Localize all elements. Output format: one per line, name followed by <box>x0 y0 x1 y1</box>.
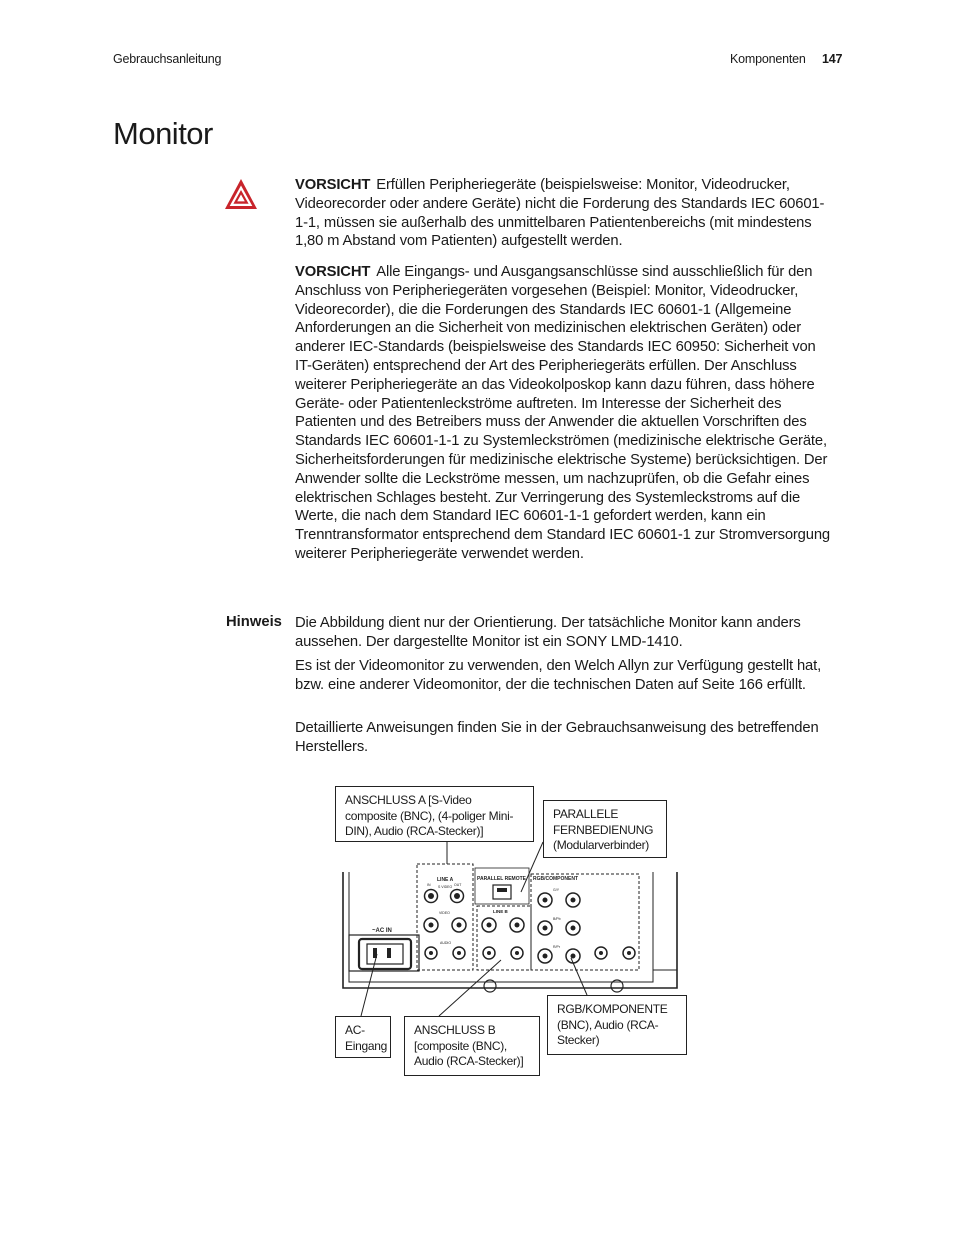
gy-label: G/Y <box>553 888 560 892</box>
caution-text: Alle Eingangs- und Ausgangsanschlüsse sind ausschließlich für den Anschluss von Peripheriegeräten vorgesehen (Beispiel: Monitor, Videodrucker, Videorecorder), die die Forderungen des Standards IEC 60601-1 (Allgemeine Anforderungen an die Sicherheit von medizinischen elektrischen Geräten) oder anderer IEC-Standards (beispielsweise des Standards IEC 60950: Sicherheit von IT-Geräten) entsprechend der Art des Peripheriegeräts erfüllen. Der Anschluss weiterer Peripheriegeräte an das Videokolposkop kann dazu führen, dass höhere Geräte- oder Patientenleckströme auftreten. Im Interesse der Sicherheit des Patienten und des Betreibers muss der Anwender die aktuellen Vorschriften des Standards IEC 60601-1-1 zu Systemleckströmen (medizinische elektrische Geräte, Sicherheitsforderungen für medizinische elektrische Systeme) berücksichtigen. Der Anwender sollte die Leckströme messen, um nachzuprüfen, ob die Gefahr eines elektrischen Schlages besteht. Zur Verringerung des Systemleckstroms auf die Werte, die nach dem Standard IEC 60601-1-1 gefordert werden, kann ein Trenntransformator entsprechend dem Standard IEC 60601-1 zur Stromversorgung weiterer Peripheriegeräte verwendet werden. <box>295 264 830 562</box>
monitor-connector-diagram <box>335 780 690 1080</box>
out-label: OUT <box>454 883 462 887</box>
callout-ac-input: AC-Eingang <box>335 1016 391 1058</box>
caution-text: Erfüllen Peripheriegeräte (beispielsweise: Monitor, Videodrucker, Videorecorder oder andere Geräte) nicht die Forderung des Standards IEC 60601-1-1, müssen sie außerhalb des unmittelbaren Patientenbereichs (mit mindestens 1,80 m Abstand vom Patienten) aufgestellt werden. <box>295 177 825 250</box>
ac-in-label: ~AC IN <box>372 928 392 934</box>
caution-label: VORSICHT <box>295 177 371 193</box>
parallel-remote-label: PARALLEL REMOTE <box>477 876 526 882</box>
note-paragraph-2: Es ist der Videomonitor zu verwenden, den Welch Allyn zur Verfügung gestellt hat, bzw. eine anderer Videomonitor, der die technischen Daten auf Seite 166 erfüllt. <box>295 658 822 693</box>
bpb-label: B/Pb <box>553 917 561 921</box>
callout-parallel-remote: PARALLELE FERNBEDIENUNG (Modularverbinder) <box>543 800 667 858</box>
in-label: IN <box>427 883 431 887</box>
rpr-label: R/Pr <box>553 945 560 949</box>
note-paragraph-1: Die Abbildung dient nur der Orientierung. Der tatsächliche Monitor kann anders aussehen. Der dargestellte Monitor ist ein SONY LMD-1410. <box>295 615 801 650</box>
running-header-left: Gebrauchsanleitung <box>113 52 222 66</box>
callout-connector-b: ANSCHLUSS B [composite (BNC), Audio (RCA-Stecker)] <box>404 1016 540 1076</box>
page-title: Monitor <box>113 116 213 151</box>
video-label: VIDEO <box>439 911 450 915</box>
callout-connector-a: ANSCHLUSS A [S-Video composite (BNC), (4-poliger Mini-DIN), Audio (RCA-Stecker)] <box>335 786 534 842</box>
running-header-right: Komponenten <box>730 52 806 66</box>
audio-label: AUDIO <box>440 941 452 945</box>
line-a-label: LINE A <box>437 877 454 883</box>
note-label: Hinweis <box>226 614 282 630</box>
note-paragraph-3: Detaillierte Anweisungen finden Sie in der Gebrauchsanweisung des betreffenden Herstellers. <box>295 720 819 755</box>
line-b-label: LINE B <box>493 909 508 914</box>
callout-rgb-component: RGB/KOMPONENTE (BNC), Audio (RCA-Stecker) <box>547 995 687 1055</box>
page-number: 147 <box>822 52 843 66</box>
caution-label: VORSICHT <box>295 264 371 280</box>
caution-triangle-icon <box>224 178 258 210</box>
s-video-label: S VIDEO <box>438 885 453 889</box>
rgb-component-label: RGB/COMPONENT <box>533 876 578 882</box>
caution-paragraph-2 <box>295 263 835 564</box>
caution-paragraph-1 <box>295 176 835 251</box>
